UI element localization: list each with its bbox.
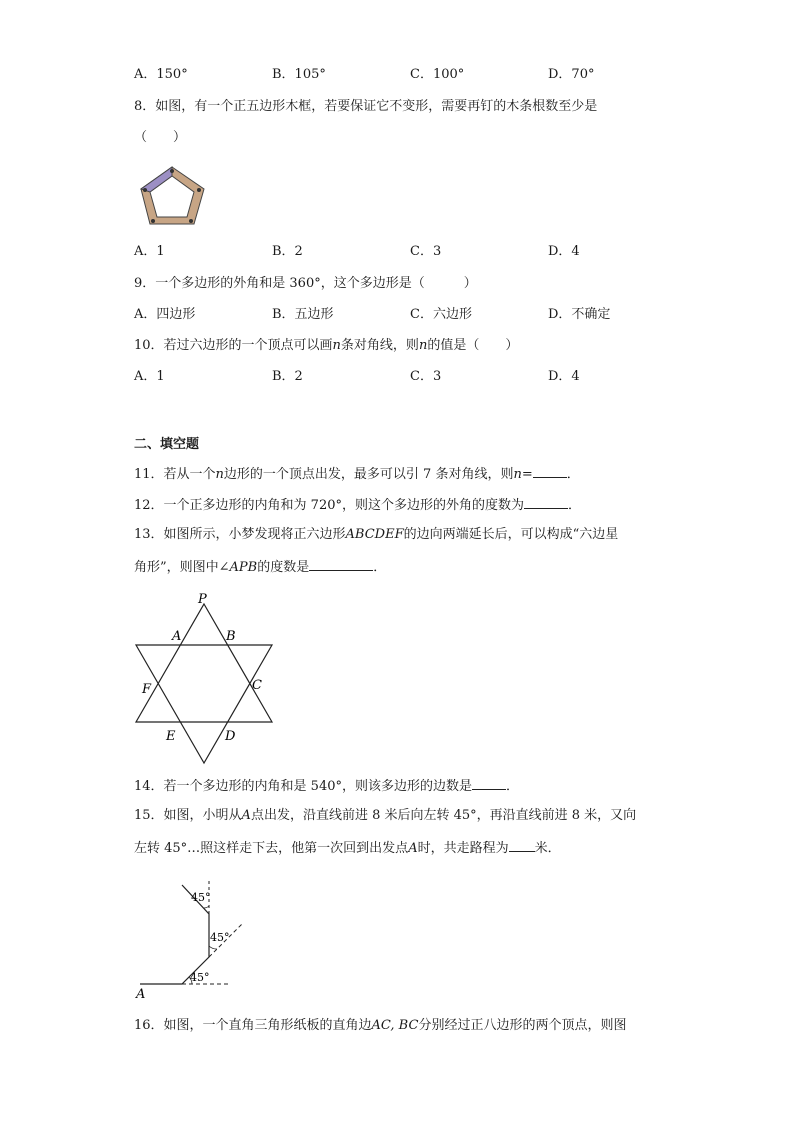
q7-option-a: A．150° — [134, 67, 188, 82]
variable-n: n — [332, 338, 341, 353]
label-a: A — [172, 629, 182, 644]
q8-option-d: D．4 — [548, 244, 580, 259]
walking-path-figure — [130, 870, 260, 1005]
q11-question: 11．若从一个n边形的一个顶点出发，最多可以引 7 条对角线，则n= ． — [134, 464, 580, 484]
section-title: 二、填空题 — [134, 437, 200, 452]
hexagram-figure — [120, 588, 290, 768]
label-c: C — [252, 678, 262, 693]
q10-option-d: D．4 — [548, 369, 580, 384]
q10-question: 10．若过六边形的一个顶点可以画n条对角线，则n的值是（ ） — [134, 338, 519, 353]
q10-option-b: B．2 — [272, 369, 303, 384]
q13-question-line1: 13．如图所示，小梦发现将正六边形ABCDEF的边向两端延长后，可以构成“六边星 — [134, 527, 619, 542]
q14-question: 14．若一个多边形的内角和是 540°，则该多边形的边数是 ． — [134, 776, 519, 796]
q7-option-c: C．100° — [410, 67, 465, 82]
q8-answer-paren: （ ） — [134, 130, 187, 145]
answer-blank — [509, 838, 535, 852]
label-p: P — [198, 592, 207, 607]
start-point-label: A — [136, 987, 146, 1002]
variable-n: n — [418, 338, 428, 353]
label-f: F — [142, 682, 152, 697]
q8-option-a: A．1 — [134, 244, 165, 259]
q13-question-line2: 角形”，则图中∠APB的度数是 ． — [134, 557, 386, 577]
q12-question: 12．一个正多边形的内角和为 720°，则这个多边形的外角的度数为 ． — [134, 495, 581, 515]
q9-option-d: D．不确定 — [548, 307, 611, 322]
q9-option-b: B．五边形 — [272, 307, 334, 322]
q9-option-c: C．六边形 — [410, 307, 472, 322]
q8-option-b: B．2 — [272, 244, 303, 259]
answer-blank — [309, 557, 373, 571]
label-b: B — [226, 629, 236, 644]
answer-blank — [524, 495, 568, 509]
angle-label-1: 45° — [190, 971, 210, 984]
pentagon-frame-figure — [138, 162, 214, 232]
angle-label-3: 45° — [191, 891, 211, 904]
q15-question-line1: 15．如图，小明从A点出发，沿直线前进 8 米后向左转 45°，再沿直线前进 8 米，又向 — [134, 808, 637, 823]
q16-question: 16．如图，一个直角三角形纸板的直角边AC, BC分别经过正八边形的两个顶点，则图 — [134, 1018, 627, 1033]
q8-option-c: C．3 — [410, 244, 442, 259]
label-e: E — [166, 729, 176, 744]
answer-blank — [533, 464, 567, 478]
label-d: D — [225, 729, 236, 744]
answer-blank — [472, 776, 506, 790]
q9-question: 9．一个多边形的外角和是 360°，这个多边形是（ ） — [134, 276, 477, 291]
q8-question: 8．如图，有一个正五边形木框，若要保证它不变形，需要再钉的木条根数至少是 — [134, 99, 598, 114]
q7-option-d: D．70° — [548, 67, 595, 82]
q7-option-b: B．105° — [272, 67, 326, 82]
q9-option-a: A．四边形 — [134, 307, 196, 322]
q10-option-c: C．3 — [410, 369, 442, 384]
q15-question-line2: 左转 45°…照这样走下去，他第一次回到出发点A时，共走路程为 米． — [134, 838, 561, 858]
q10-option-a: A．1 — [134, 369, 165, 384]
angle-label-2: 45° — [210, 931, 230, 944]
